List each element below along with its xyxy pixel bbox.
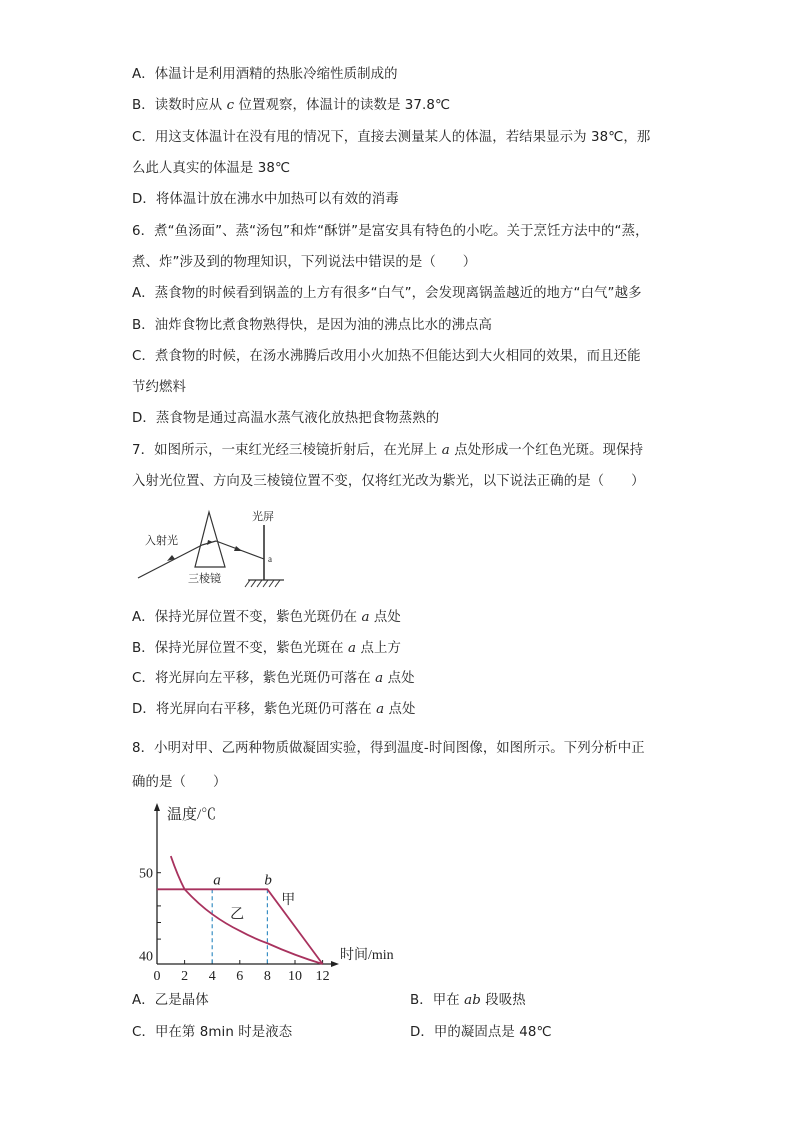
q7-stem-line2: 入射光位置、方向及三棱镜位置不变，仅将红光改为紫光，以下说法正确的是（ ） (132, 474, 645, 489)
x-axis-label: 时间/min (340, 948, 394, 963)
q6-option-a: A．蒸食物的时候看到锅盖的上方有很多“白气”，会发现离锅盖越近的地方“白气”越多 (132, 286, 642, 301)
y-axis-arrow (154, 803, 160, 811)
emergent-arrow (234, 546, 242, 551)
q8-option-b: B．甲在 ab 段吸热 (410, 993, 526, 1008)
x-tick-label: 12 (315, 969, 330, 984)
x-tick-label: 0 (153, 969, 161, 984)
x-tick-label: 6 (236, 969, 244, 984)
q5-option-c-line2: 么此人真实的体温是 38℃ (132, 161, 291, 176)
q7-option-b: B．保持光屏位置不变，紫色光斑在 a 点上方 (132, 641, 401, 656)
q5-option-b: B．读数时应从 c 位置观察，体温计的读数是 37.8℃ (132, 98, 451, 113)
incident-label: 入射光 (145, 534, 178, 547)
q7-option-a: A．保持光屏位置不变，紫色光斑仍在 a 点处 (132, 610, 401, 625)
q7-option-d: D．将光屏向右平移，紫色光斑仍可落在 a 点处 (132, 702, 416, 717)
q6-stem-line1: 6．煮“鱼汤面”、蒸“汤包”和炸“酥饼”是富安具有特色的小吃。关于烹饪方法中的“蒸， (132, 224, 649, 239)
x-tick-label: 2 (181, 969, 189, 984)
q8-option-d: D．甲的凝固点是 48℃ (410, 1025, 552, 1040)
q5-option-a: A．体温计是利用酒精的热胀冷缩性质制成的 (132, 67, 398, 82)
point-a-label: a (213, 872, 221, 889)
point-b-label: b (264, 872, 272, 889)
prism-label: 三棱镜 (188, 572, 221, 585)
q7-stem-line1: 7．如图所示，一束红光经三棱镜折射后，在光屏上 a 点处形成一个红色光斑。现保持 (132, 443, 644, 458)
x-axis-arrow (331, 961, 339, 967)
q6-stem-line2: 煮、炸”涉及到的物理知识，下列说法中错误的是（ ） (132, 255, 477, 270)
series-jia-label: 甲 (281, 893, 296, 909)
prism-figure (130, 500, 300, 595)
q6-option-b: B．油炸食物比煮食物熟得快，是因为油的沸点比水的沸点高 (132, 318, 493, 333)
temperature-time-chart (125, 795, 415, 990)
x-tick-label: 4 (208, 969, 216, 984)
q6-option-c-line2: 节约燃料 (132, 380, 186, 395)
y-axis-label: 温度/℃ (167, 807, 217, 823)
screen-label: 光屏 (252, 510, 274, 523)
q7-option-c: C．将光屏向左平移，紫色光斑仍可落在 a 点处 (132, 671, 415, 686)
q8-stem-line2: 确的是（ ） (132, 775, 227, 790)
q8-option-a: A．乙是晶体 (132, 993, 209, 1008)
q5-option-c-line1: C．用这支体温计在没有甩的情况下，直接去测量某人的体温，若结果显示为 38℃，那 (132, 130, 651, 145)
series-jia-line (157, 889, 323, 964)
series-yi-line (171, 856, 323, 964)
point-a-label: a (268, 554, 272, 564)
y-tick-label: 40 (139, 949, 153, 965)
q6-option-d: D．蒸食物是通过高温水蒸气液化放热把食物蒸熟的 (132, 411, 440, 426)
y-tick-label: 50 (139, 866, 153, 882)
q5-option-d: D．将体温计放在沸水中加热可以有效的消毒 (132, 192, 399, 207)
x-tick-label: 10 (288, 969, 302, 984)
q6-option-c-line1: C．煮食物的时候，在汤水沸腾后改用小火加热不但能达到大火相同的效果，而且还能 (132, 349, 641, 364)
q8-stem-line1: 8．小明对甲、乙两种物质做凝固实验，得到温度-时间图像，如图所示。下列分析中正 (132, 741, 645, 756)
prism (195, 512, 225, 567)
q8-option-c: C．甲在第 8min 时是液态 (132, 1025, 293, 1040)
series-yi-label: 乙 (230, 907, 245, 923)
ground-hatching (245, 580, 280, 587)
x-tick-label: 8 (263, 969, 271, 984)
